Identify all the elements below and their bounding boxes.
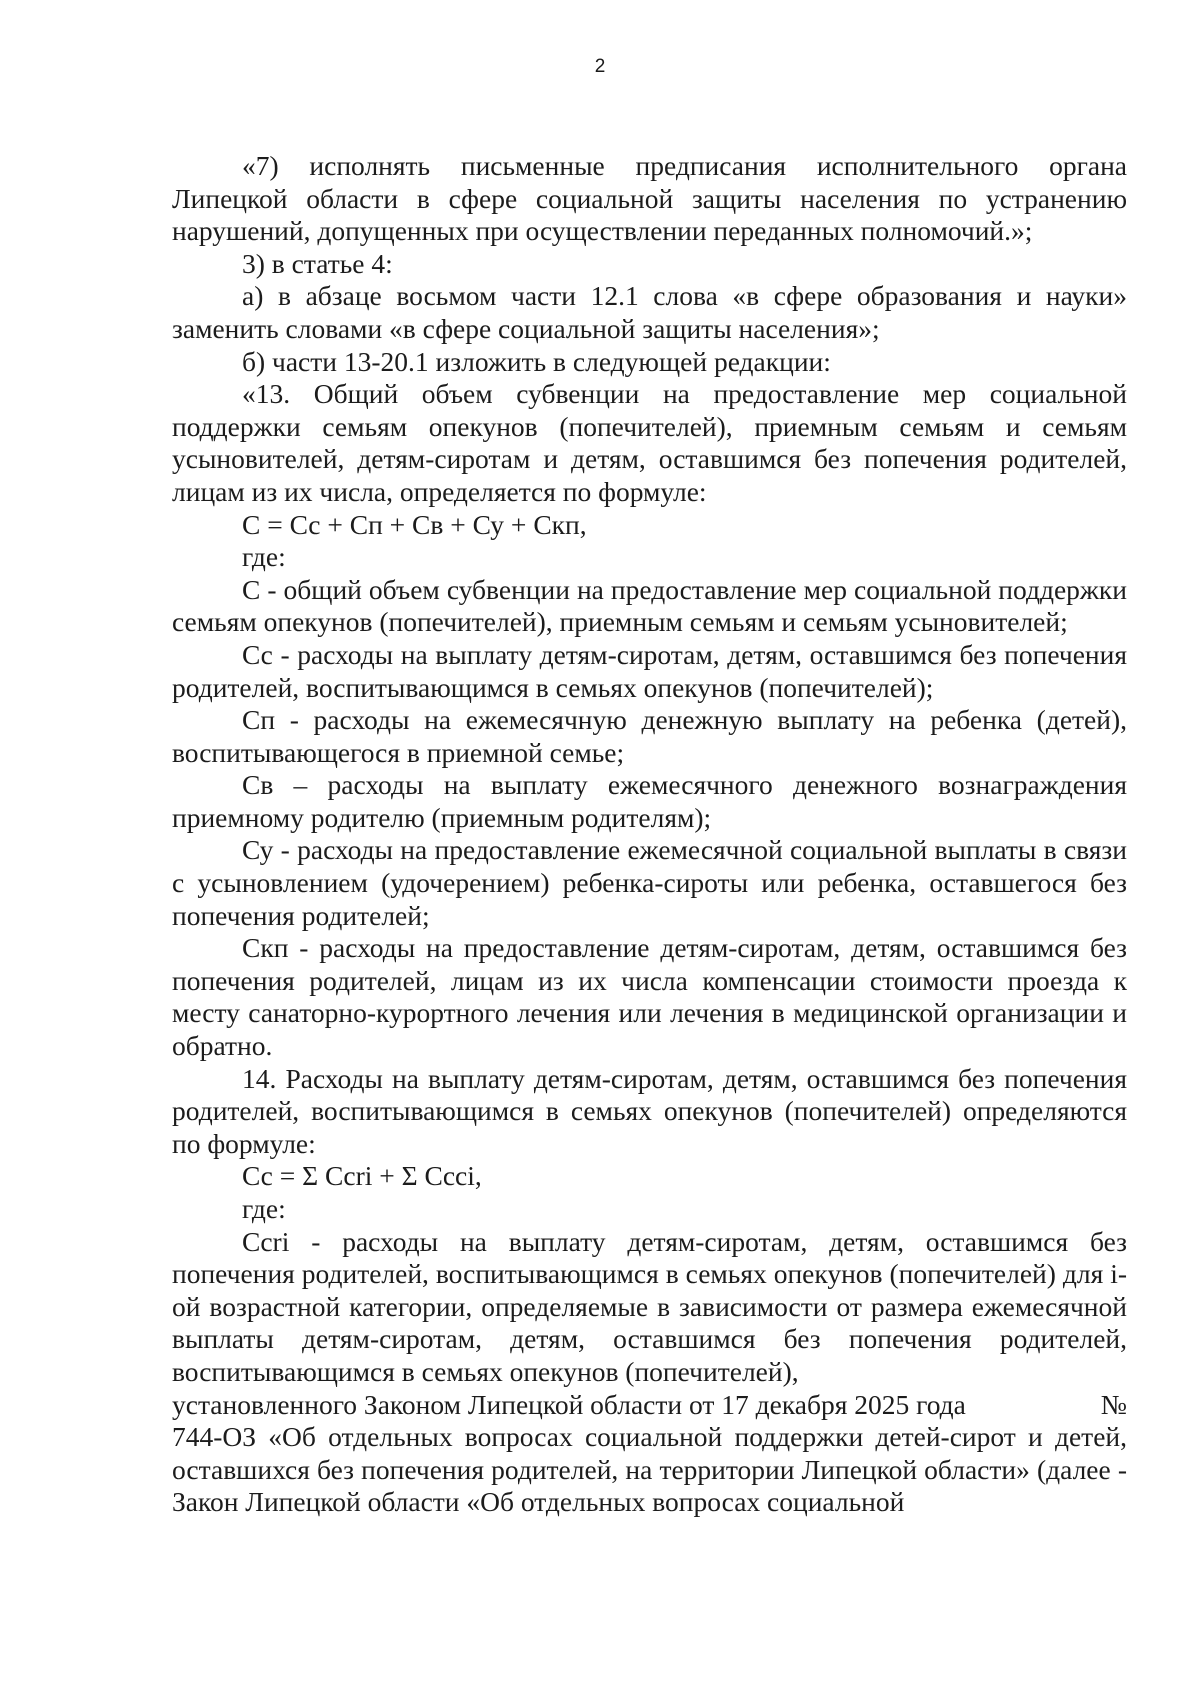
definition-cu: Су - расходы на предоставление ежемесячной социальной выплаты в связи с усыновлением (удочерением) ребенка-сироты или ребенка, оставшегося без попечения родителей;	[172, 834, 1127, 931]
definition-cc: Сс - расходы на выплату детям-сиротам, детям, оставшимся без попечения родителей, воспитывающимся в семьях опекунов (попечителей);	[172, 638, 1127, 703]
paragraph-item-7: «7) исполнять письменные предписания исполнительного органа Липецкой области в сфере социальной защиты населения по устранению нарушений, допущенных при осуществлении переданных полномочий.»;	[172, 150, 1127, 247]
where-label-2: где:	[242, 1193, 286, 1224]
definition-cv: Св – расходы на выплату ежемесячного денежного вознаграждения приемному родителю (приемным родителям);	[172, 769, 1127, 833]
formula-c: С = Сс + Сп + Св + Су + Скп,	[242, 508, 587, 540]
law-title-paragraph: 744-ОЗ «Об отдельных вопросах социальной поддержки детей-сирот и детей, оставшихся без попечения родителей, на территории Липецкой области» (далее - Закон Липецкой области «Об отдельных вопросах социальной	[172, 1421, 1127, 1518]
number-sign: №	[1100, 1388, 1127, 1420]
definition-cp: Сп - расходы на ежемесячную денежную выплату на ребенка (детей), воспитывающегося в приемной семье;	[172, 704, 1127, 768]
law-reference-line	[172, 1389, 1127, 1422]
paragraph-article-4: 3) в статье 4:	[242, 247, 393, 279]
paragraph-14: 14. Расходы на выплату детям-сиротам, детям, оставшимся без попечения родителей, воспитывающимся в семьях опекунов (попечителей) определяются по формуле:	[172, 1062, 1127, 1159]
document-body	[172, 150, 1127, 1519]
definition-c: С - общий объем субвенции на предоставление мер социальной поддержки семьям опекунов (попечителей), приемным семьям и семьям усыновителей;	[172, 573, 1127, 638]
law-reference-text: установленного Законом Липецкой области от 17 декабря 2025 года	[172, 1388, 966, 1420]
page-number: 2	[594, 56, 606, 77]
formula-cc: Сс = Σ Ccri + Σ Ccci,	[242, 1160, 482, 1192]
definition-ccri: Ccri - расходы на выплату детям-сиротам, детям, оставшимся без попечения родителей, воспитывающимся в семьях опекунов (попечителей) для i-ой возрастной категории, определяемые в зависимости от размера ежемесячной выплаты детям-сиротам, детям, оставшимся без попечения родителей, воспитывающимся в семьях опекунов (попечителей),	[172, 1225, 1127, 1387]
where-label: где:	[242, 541, 286, 573]
paragraph-13: «13. Общий объем субвенции на предоставление мер социальной поддержки семьям опекунов (попечителей), приемным семьям и семьям усыновителей, детям-сиротам и детям, оставшимся без попечения родителей, лицам из их числа, определяется по формуле:	[172, 378, 1127, 507]
paragraph-a: а) в абзаце восьмом части 12.1 слова «в сфере образования и науки» заменить словами «в сфере социальной защиты населения»;	[172, 280, 1127, 344]
paragraph-b: б) части 13-20.1 изложить в следующей редакции:	[242, 345, 831, 377]
definition-ckp: Скп - расходы на предоставление детям-сиротам, детям, оставшимся без попечения родителей, лицам из их числа компенсации стоимости проезда к месту санаторно-курортного лечения или лечения в медицинской организации и обратно.	[172, 932, 1127, 1062]
